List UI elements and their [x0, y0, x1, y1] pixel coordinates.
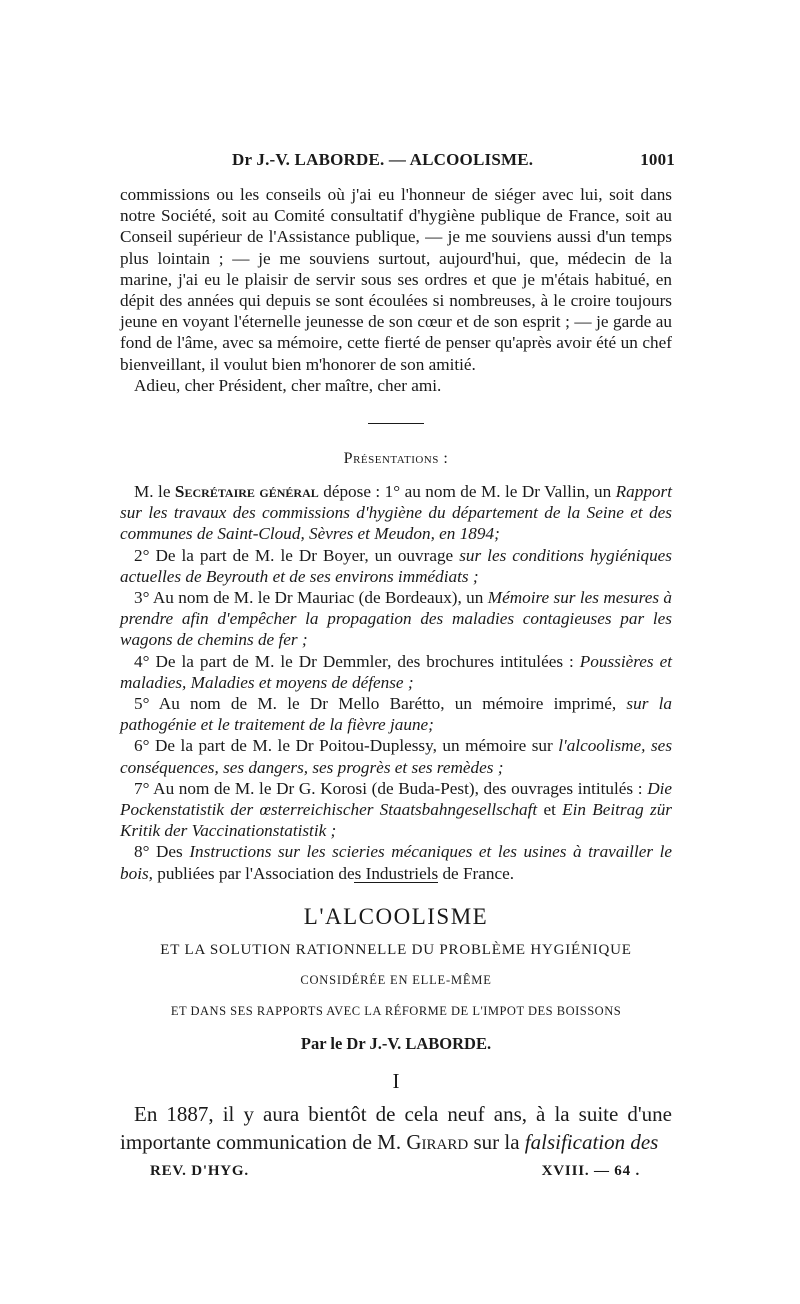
list-item: 8° Des Instructions sur les scieries mécaniques et les usines à travailler le bois, publiées par l'Association des Industriels de France. [120, 842, 673, 883]
list-item: 7° Au nom de M. le Dr G. Korosi (de Buda-Pest), des ouvrages intitulés : Die Pockenstatistik der œsterreichischer Staatsbahngesellschaft et Ein Beitrag zür Kritik der Vaccinationstatistik ; [120, 778, 673, 841]
closing-paragraph [120, 184, 672, 396]
paragraph-text: commissions ou les conseils où j'ai eu l'honneur de siéger avec lui, soit dans notre Société, soit au Comité consultatif d'hygiène publique de France, soit au Conseil supérieur de l'Assistance publique, — je me souviens aussi d'un temps plus lointain ; — je me souviens surtout, aujourd'hui, que, médecin de la marine, j'ai eu le plaisir de servir sous ses ordres et que je m'étais habitué, en dépit des années qui depuis se sont écoulées si nombreuses, à le croire toujours jeune en voyant l'éternelle jeunesse de son cœur et de son esprit ; — je garde au fond de l'âme, avec sa mémoire, cette fierté de penser qu'après avoir été un chef bienveillant, il voulut bien m'honorer de son amitié. [120, 185, 672, 374]
author-name: Girard [406, 1130, 469, 1154]
list-item: 5° Au nom de M. le Dr Mello Barétto, un mémoire imprimé, sur la pathogénie et le traitement de la fièvre jaune; [120, 694, 673, 735]
journal-signature: REV. D'HYG. [150, 1163, 249, 1179]
list-item: 2° De la part de M. le Dr Boyer, un ouvrage sur les conditions hygiéniques actuelles de Beyrouth et de ses environs immédiats ; [120, 545, 672, 586]
article-subtitle: ET LA SOLUTION RATIONNELLE DU PROBLÈME HYGIÉNIQUE [160, 942, 632, 958]
article-subtitle: ET DANS SES RAPPORTS AVEC LA RÉFORME DE L'IMPOT DES BOISSONS [170, 1004, 622, 1018]
running-title: Dr J.-V. LABORDE. — ALCOOLISME. [232, 150, 534, 169]
section-number: I [392, 1069, 400, 1093]
page-footer [150, 1163, 640, 1187]
article-title: L'ALCOOLISME [303, 904, 489, 929]
divider-rule [368, 423, 424, 424]
list-item: 4° De la part de M. le Dr Demmler, des brochures intitulées : Poussières et maladies, Maladies et moyens de défense ; [120, 651, 673, 692]
article-subtitle: CONSIDÉRÉE EN ELLE-MÊME [300, 973, 492, 987]
farewell-line: Adieu, cher Président, cher maître, cher ami. [134, 375, 442, 395]
section-heading-presentations: Présentations : [343, 450, 449, 467]
list-item: M. le Secrétaire général dépose : 1° au nom de M. le Dr Vallin, un Rapport sur les travaux des commissions d'hygiène du département de la Seine et des communes de Saint-Cloud, Sèvres et Meudon, en 1894; [120, 482, 672, 544]
list-item: 3° Au nom de M. le Dr Mauriac (de Bordeaux), un Mémoire sur les mesures à prendre afin d'empêcher la propagation des maladies contagieuses par les wagons de chemins de fer ; [120, 588, 672, 650]
role-label: Secrétaire général [174, 482, 319, 501]
divider-rule [354, 882, 438, 883]
page-number: 1001 [640, 150, 675, 169]
list-item: 6° De la part de M. le Dr Poitou-Duplessy, un mémoire sur l'alcoolisme, ses conséquences, ses dangers, ses progrès et ses remèdes ; [120, 736, 673, 777]
article-byline: Par le Dr J.-V. LABORDE. [300, 1034, 492, 1053]
running-header [120, 150, 675, 176]
article-opening [120, 1100, 672, 1156]
volume-signature: XVIII. — 64 . [541, 1163, 640, 1179]
presentations-list [120, 481, 672, 884]
paragraph-text: En 1887, il y aura bientôt de cela neuf ans, à la suite d'une importante communication de M. Girard sur la falsification des [120, 1102, 672, 1154]
